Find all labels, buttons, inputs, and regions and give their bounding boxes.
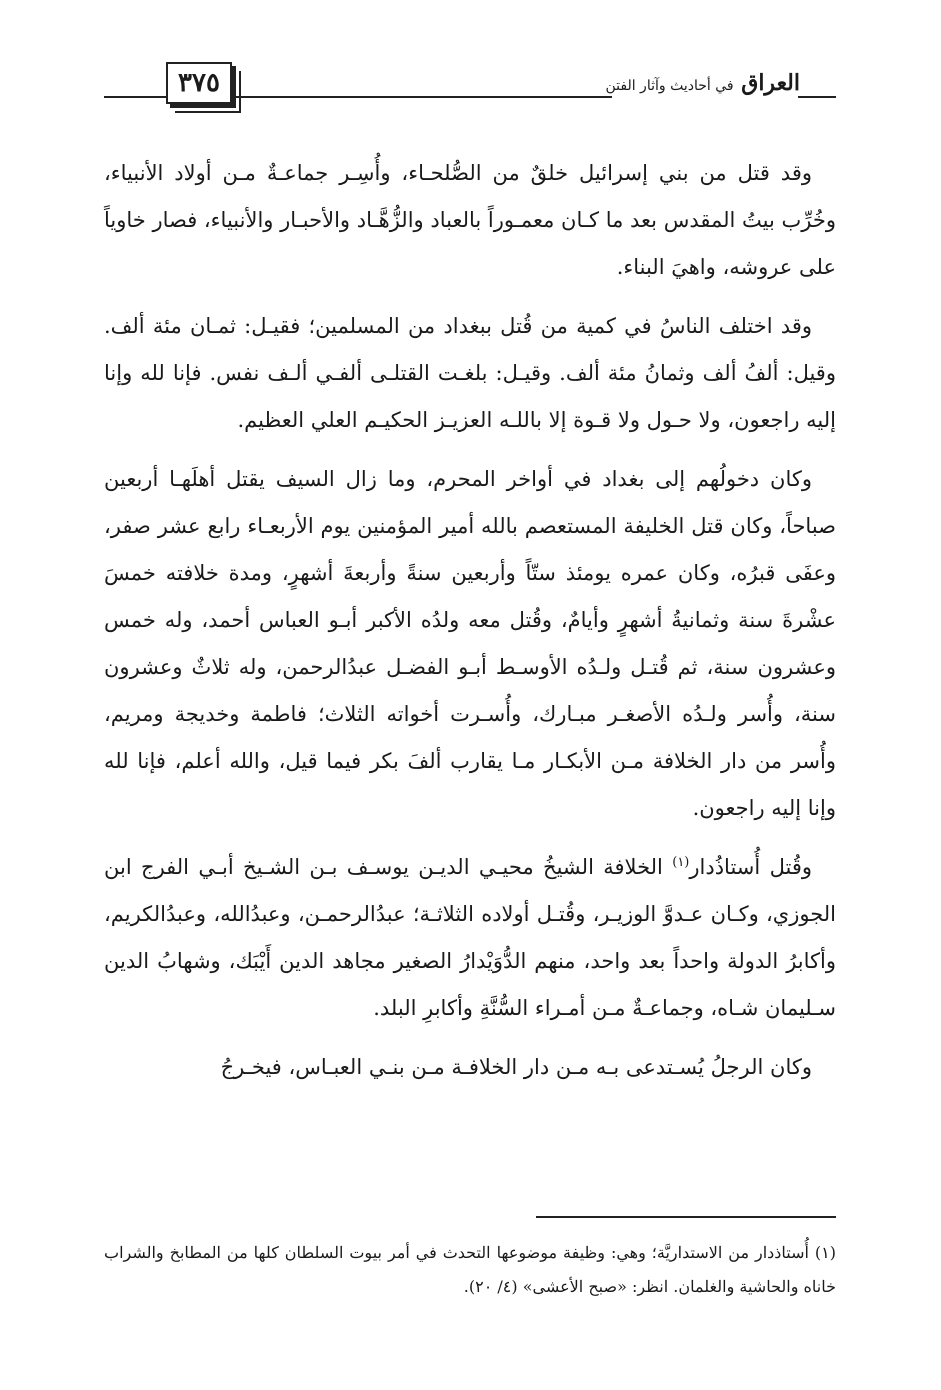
page-header: [104, 62, 836, 122]
paragraph-1: وقد قتل من بني إسرائيل خلقٌ من الصُّلحـاء، وأُسِـر جماعـةٌ مـن أولاد الأنبياء، وخُرِّب بيتُ المقدس بعد ما كـان معمـوراً بالعباد والزُّهَّـاد والأحبـار والأنبياء، فصار خاوياً على عروشه، واهيَ البناء.: [104, 161, 836, 279]
paragraph-4-rest: الخلافة الشيخُ محيـي الديـن يوسـف بـن الشـيخ أبـي الفرج ابن الجوزي، وكـان عـدوَّ الوزيـر، وقُتـل أولاده الثلاثـة؛ عبدُالرحمـن، وعبدُالله، وعبدُالكريم، وأكابرُ الدولة واحداً بعد واحد، منهم الدُّوَيْدارُ الصغير مجاهد الدين أَيْبَك، وشهابُ الدين سـليمان شـاه، وجماعـةٌ مـن أمـراء السُّنَّةِ وأكابرِ البلد.: [104, 855, 836, 1020]
running-title-sub: في أحاديث وآثار الفتن: [605, 78, 734, 94]
header-rule-left: [104, 96, 166, 98]
running-title: [605, 70, 800, 96]
paragraph-5: وكان الرجلُ يُسـتدعى بـه مـن دار الخلافـة مـن بنـي العبـاس، فيخـرجُ: [220, 1055, 812, 1079]
paragraph-2: وقد اختلف الناسُ في كمية من قُتل ببغداد من المسلمين؛ فقيـل: ثمـان مئة ألف. وقيل: ألفُ ألف وثمانُ مئة ألف. وقيـل: بلغـت القتلـى ألفـي ألـف نفس. فإنا لله وإنا إليه راجعون، ولا حـول ولا قـوة إلا باللـه العزيـز الحكيـم العلي العظيم.: [104, 314, 836, 432]
page-number: ٣٧٥: [178, 68, 220, 98]
header-rule-middle: [232, 96, 612, 98]
header-rule-right: [798, 96, 836, 98]
paragraph-4: [104, 844, 836, 1032]
paragraph-4-start: وقُتل أُستاذُدار: [689, 855, 812, 879]
paragraph-3: وكان دخولُهم إلى بغداد في أواخر المحرم، وما زال السيف يقتل أهلَهـا أربعين صباحاً، وكان قتل الخليفة المستعصم بالله أمير المؤمنين يوم الأربعـاء رابع عشر صفر، وعفَى قبرُه، وكان عمره يومئذ ستّاً وأربعين سنةً وأربعةَ أشهرٍ، ومدة خلافته خمسَ عشْرةَ سنة وثمانيةُ أشهرٍ وأيامٌ، وقُتل معه ولدُه الأكبر أبـو العباس أحمد، وله خمس وعشرون سنة، ثم قُتـل ولـدُه الأوسـط أبـو الفضـل عبدُالرحمن، وله ثلاثٌ وعشرون سنة، وأُسر ولـدُه الأصغـر مبـارك، وأُسـرت أخواته الثلاث؛ فاطمة وخديجة ومريم، وأُسر من دار الخلافة مـن الأبكـار مـا يقارب ألفَ بكر فيما قيل، والله أعلم، فإنا لله وإنا إليه راجعون.: [104, 467, 837, 820]
running-title-main: العراق: [741, 70, 800, 96]
main-text: [104, 150, 836, 1103]
footnote-reference: (١): [672, 855, 690, 870]
footnote-1: (١) أُستاذدار من الاستداريَّة؛ وهي: وظيفة موضوعها التحدث في أمر بيوت السلطان كلها من المطابخ والشراب خاناه والحاشية والغلمان. انظر: «صبح الأعشى» (٤/ ٢٠).: [104, 1243, 836, 1296]
page-number-box: [166, 62, 232, 104]
footnote-separator: [536, 1216, 836, 1218]
footnotes: [104, 1236, 836, 1304]
